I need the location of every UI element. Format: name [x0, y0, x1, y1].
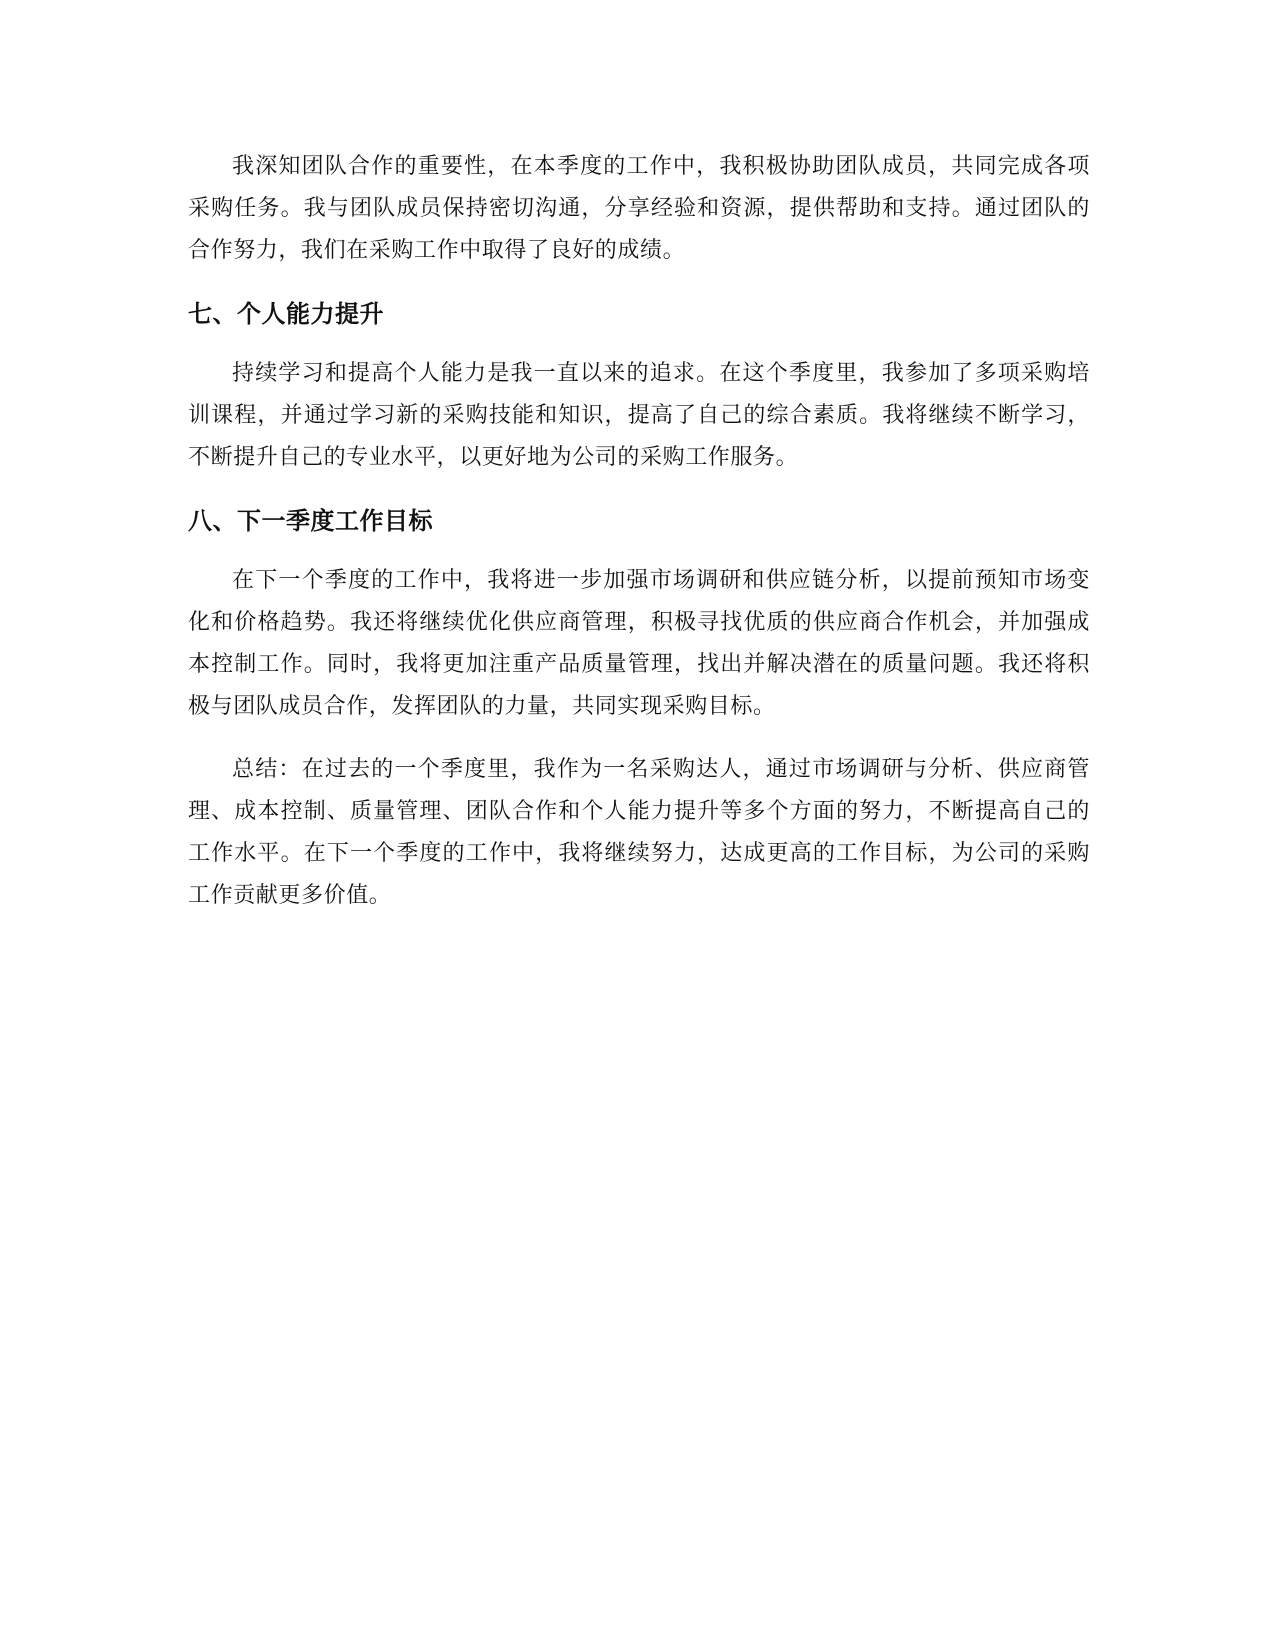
paragraph-teamwork: 我深知团队合作的重要性，在本季度的工作中，我积极协助团队成员，共同完成各项采购任务。我与团队成员保持密切沟通，分享经验和资源，提供帮助和支持。通过团队的合作努力，我们在采购工作中取得了良好的成绩。: [188, 154, 1090, 263]
document-body: [188, 146, 1090, 917]
paragraph-next-quarter-goals: 在下一个季度的工作中，我将进一步加强市场调研和供应链分析，以提前预知市场变化和价格趋势。我还将继续优化供应商管理，积极寻找优质的供应商合作机会，并加强成本控制工作。同时，我将更加注重产品质量管理，找出并解决潜在的质量问题。我还将积极与团队成员合作，发挥团队的力量，共同实现采购目标。: [188, 568, 1090, 719]
section-heading-personal-growth: 七、个人能力提升: [188, 300, 384, 328]
paragraph-personal-growth: 持续学习和提高个人能力是我一直以来的追求。在这个季度里，我参加了多项采购培训课程，并通过学习新的采购技能和知识，提高了自己的综合素质。我将继续不断学习，不断提升自己的专业水平，以更好地为公司的采购工作服务。: [188, 361, 1090, 470]
section-heading-next-quarter-goals: 八、下一季度工作目标: [188, 507, 433, 535]
paragraph-summary: 总结：在过去的一个季度里，我作为一名采购达人，通过市场调研与分析、供应商管理、成本控制、质量管理、团队合作和个人能力提升等多个方面的努力，不断提高自己的工作水平。在下一个季度的工作中，我将继续努力，达成更高的工作目标，为公司的采购工作贡献更多价值。: [188, 757, 1090, 908]
